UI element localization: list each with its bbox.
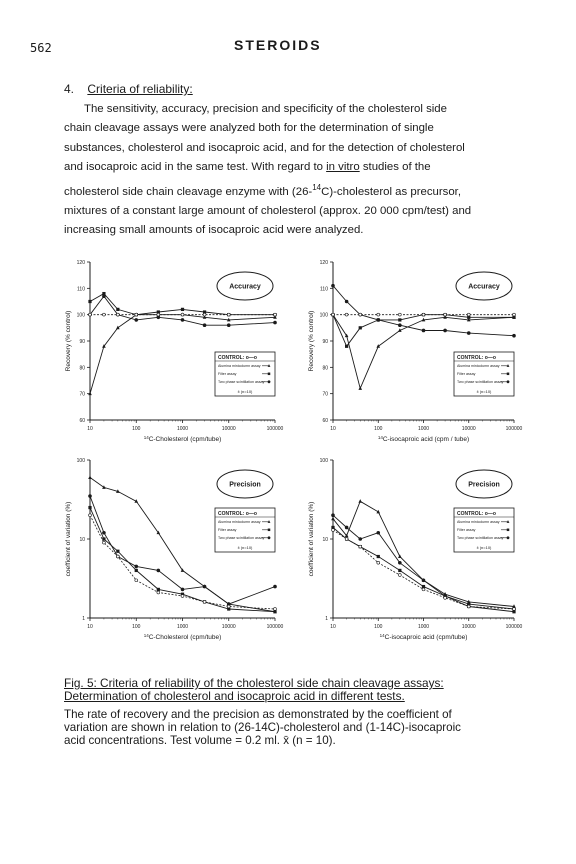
point-marker bbox=[398, 318, 401, 321]
point-marker bbox=[398, 313, 401, 316]
x-tick-label: 1000 bbox=[176, 624, 189, 630]
point-marker bbox=[88, 506, 91, 509]
point-marker bbox=[274, 608, 277, 611]
point-marker bbox=[422, 588, 425, 591]
point-marker bbox=[181, 313, 184, 316]
point-marker bbox=[507, 536, 510, 539]
point-marker bbox=[358, 499, 362, 503]
point-marker bbox=[102, 531, 106, 535]
point-marker bbox=[398, 574, 401, 577]
legend-n-note: x̄ (n=10) bbox=[237, 545, 253, 550]
point-marker bbox=[331, 284, 335, 288]
y-tick-label: 100 bbox=[76, 458, 85, 464]
point-marker bbox=[467, 331, 471, 335]
legend-item-label: Filter assay bbox=[218, 528, 237, 532]
point-marker bbox=[135, 313, 138, 316]
legend-title: CONTROL: o—o bbox=[218, 511, 257, 517]
series-control bbox=[89, 313, 277, 316]
y-tick-label: 10 bbox=[322, 537, 328, 543]
y-tick-label: 1 bbox=[82, 616, 85, 622]
x-tick-label: 10 bbox=[87, 624, 93, 630]
point-marker bbox=[181, 318, 185, 322]
x-tick-label: 100 bbox=[132, 426, 141, 432]
legend-item-label: Two phase scintillation assay bbox=[218, 536, 265, 540]
point-marker bbox=[273, 585, 277, 589]
badge-label: Precision bbox=[229, 481, 261, 489]
point-marker bbox=[377, 313, 380, 316]
point-marker bbox=[102, 294, 106, 298]
point-marker bbox=[227, 313, 230, 316]
point-marker bbox=[359, 313, 362, 316]
point-marker bbox=[359, 326, 362, 329]
point-marker bbox=[157, 588, 160, 591]
point-marker bbox=[398, 323, 402, 327]
caption-line: Determination of cholesterol and isocaproic acid in different tests. bbox=[64, 689, 405, 703]
x-tick-label: 10 bbox=[330, 624, 336, 630]
point-marker bbox=[135, 579, 138, 582]
point-marker bbox=[181, 588, 185, 592]
legend-item-label: Filter assay bbox=[457, 528, 476, 532]
legend bbox=[454, 508, 514, 552]
legend-item-label: Alumina minicolumn assay bbox=[218, 520, 261, 524]
legend-item-label: Two phase scintillation assay bbox=[457, 380, 504, 384]
caption-body-line: variation are shown in relation to (26-14C)-cholesterol and (1-14C)-isocaproic bbox=[64, 721, 461, 734]
y-tick-label: 60 bbox=[79, 418, 85, 424]
point-marker bbox=[422, 579, 426, 583]
y-tick-label: 80 bbox=[79, 365, 85, 372]
x-axis-label: $^{14}$C-isocaproic acid (cpm / tube) bbox=[377, 434, 470, 443]
x-tick-label: 10000 bbox=[221, 426, 236, 432]
point-marker bbox=[359, 545, 362, 548]
y-axis-label: Recovery (% control) bbox=[308, 310, 315, 372]
page-number: 562 bbox=[30, 41, 52, 55]
point-marker bbox=[345, 538, 348, 541]
point-marker bbox=[422, 329, 426, 333]
section-number: 4. bbox=[64, 82, 75, 96]
paragraph-line: mixtures of a constant large amount of cholesterol (approx. 20 000 cpm/test) and bbox=[64, 204, 472, 217]
legend-item-label: Filter assay bbox=[218, 372, 237, 376]
point-marker bbox=[377, 561, 380, 564]
y-tick-label: 110 bbox=[77, 286, 85, 293]
figure-caption-body bbox=[64, 708, 534, 747]
point-marker bbox=[88, 475, 92, 479]
chart-panel-top-left bbox=[65, 260, 284, 443]
text-run: studies of the bbox=[359, 161, 431, 174]
series-control bbox=[332, 313, 516, 316]
point-marker bbox=[102, 313, 105, 316]
point-marker bbox=[376, 531, 380, 535]
badge-label: Precision bbox=[468, 481, 500, 489]
legend-item-label: Two phase scintillation assay bbox=[457, 536, 504, 540]
paragraph-line: The sensitivity, accuracy, precision and specificity of the cholesterol side bbox=[84, 103, 447, 115]
text-run: and isocaproic acid in the same test. With regard to bbox=[64, 161, 327, 174]
paragraph-line: chain cleavage assays were analyzed both for the determination of single bbox=[64, 122, 434, 135]
x-tick-label: 10000 bbox=[221, 624, 236, 630]
point-marker bbox=[157, 591, 160, 594]
legend-title: CONTROL: o—o bbox=[218, 355, 257, 361]
y-axis-label: coefficient of variation (%) bbox=[308, 501, 315, 577]
x-tick-label: 100000 bbox=[505, 426, 523, 432]
point-marker bbox=[331, 513, 335, 517]
paragraph-line: increasing small amounts of isocaproic acid were analyzed. bbox=[64, 224, 364, 237]
point-marker bbox=[89, 514, 92, 517]
y-tick-label: 120 bbox=[319, 260, 328, 266]
x-tick-label: 100 bbox=[132, 624, 141, 630]
y-tick-label: 1 bbox=[325, 616, 328, 622]
x-tick-label: 1000 bbox=[417, 624, 430, 630]
point-marker bbox=[443, 329, 447, 333]
x-tick-label: 10 bbox=[330, 426, 336, 432]
x-tick-label: 100000 bbox=[266, 426, 284, 432]
point-marker bbox=[345, 300, 349, 304]
legend-item-label: Filter assay bbox=[457, 372, 476, 376]
point-marker bbox=[116, 326, 120, 330]
x-tick-label: 1000 bbox=[176, 426, 189, 432]
text-run: C)-cholesterol as precursor, bbox=[321, 185, 462, 198]
point-marker bbox=[157, 569, 161, 573]
point-marker bbox=[513, 608, 516, 611]
point-marker bbox=[512, 334, 516, 338]
caption-body-line: acid concentrations. Test volume = 0.2 ml. x̄ (n = 10). bbox=[64, 734, 336, 747]
point-marker bbox=[116, 550, 119, 553]
point-marker bbox=[268, 380, 271, 383]
point-marker bbox=[332, 313, 335, 316]
y-tick-label: 90 bbox=[79, 339, 85, 345]
y-tick-label: 100 bbox=[319, 458, 328, 464]
y-axis-label: Recovery (% control) bbox=[65, 310, 72, 372]
point-marker bbox=[102, 541, 105, 544]
point-marker bbox=[507, 373, 510, 376]
x-axis-label: $^{14}$C-Cholesterol (cpm/tube) bbox=[143, 434, 222, 443]
x-axis-label: $^{14}$C-isocaproic acid (cpm/tube) bbox=[379, 632, 468, 641]
point-marker bbox=[157, 313, 160, 316]
journal-name: STEROIDS bbox=[234, 37, 322, 53]
figure-caption bbox=[64, 677, 534, 703]
point-marker bbox=[116, 308, 119, 311]
y-tick-label: 80 bbox=[322, 365, 328, 372]
chart-panel-bottom-right bbox=[308, 458, 523, 641]
badge-label: Accuracy bbox=[229, 283, 261, 291]
point-marker bbox=[467, 605, 470, 608]
y-tick-label: 120 bbox=[76, 260, 85, 266]
y-tick-label: 60 bbox=[322, 418, 328, 424]
point-marker bbox=[268, 529, 271, 532]
point-marker bbox=[268, 373, 271, 376]
legend-item-label: Alumina minicolumn assay bbox=[218, 364, 261, 368]
point-marker bbox=[181, 595, 184, 598]
chart-panel-top-right bbox=[308, 260, 523, 443]
section-title: Criteria of reliability: bbox=[87, 82, 193, 96]
point-marker bbox=[376, 318, 380, 322]
legend-n-note: x̄ (n=10) bbox=[476, 389, 492, 394]
point-marker bbox=[444, 596, 447, 599]
badge-label: Accuracy bbox=[468, 283, 500, 291]
text-run: cholesterol side chain cleavage enzyme with (26- bbox=[64, 185, 313, 198]
emphasis-in-vitro: in vitro bbox=[326, 161, 360, 174]
x-tick-label: 100 bbox=[374, 426, 383, 432]
x-tick-label: 10 bbox=[87, 426, 93, 432]
y-tick-label: 110 bbox=[320, 286, 328, 293]
point-marker bbox=[398, 561, 402, 565]
point-marker bbox=[203, 323, 207, 327]
point-marker bbox=[203, 600, 206, 603]
y-axis-label: coefficient of variation (%) bbox=[65, 501, 72, 577]
point-marker bbox=[116, 313, 119, 316]
point-marker bbox=[268, 536, 271, 539]
legend-title: CONTROL: o—o bbox=[457, 511, 496, 517]
point-marker bbox=[377, 555, 380, 558]
legend-item-label: Two phase scintillation assay bbox=[218, 380, 265, 384]
point-marker bbox=[89, 313, 92, 316]
isotope-superscript: 14 bbox=[312, 182, 322, 192]
point-marker bbox=[135, 569, 138, 572]
paragraph-line: substances, cholesterol and isocaproic acid, and for the detection of cholesterol bbox=[64, 141, 465, 154]
point-marker bbox=[227, 605, 230, 608]
point-marker bbox=[227, 323, 231, 327]
point-marker bbox=[398, 569, 401, 572]
point-marker bbox=[134, 318, 138, 322]
x-tick-label: 100 bbox=[374, 624, 383, 630]
point-marker bbox=[88, 300, 91, 303]
legend bbox=[215, 508, 275, 552]
caption-body-line: The rate of recovery and the precision as demonstrated by the coefficient of bbox=[64, 708, 452, 721]
x-tick-label: 1000 bbox=[417, 426, 430, 432]
x-tick-label: 100000 bbox=[505, 624, 523, 630]
point-marker bbox=[116, 555, 119, 558]
legend bbox=[454, 352, 514, 396]
legend-item-label: Alumina minicolumn assay bbox=[457, 520, 500, 524]
point-marker bbox=[88, 494, 92, 498]
point-marker bbox=[422, 313, 425, 316]
x-axis-label: $^{14}$C-Cholesterol (cpm/tube) bbox=[143, 632, 222, 641]
x-tick-label: 10000 bbox=[461, 426, 476, 432]
y-tick-label: 90 bbox=[322, 339, 328, 345]
legend-item-label: Alumina minicolumn assay bbox=[457, 364, 500, 368]
point-marker bbox=[345, 345, 348, 348]
point-marker bbox=[332, 529, 335, 532]
x-tick-label: 100000 bbox=[266, 624, 284, 630]
y-tick-label: 10 bbox=[79, 537, 85, 543]
y-tick-label: 70 bbox=[322, 391, 328, 398]
chart-panel-bottom-left bbox=[65, 458, 284, 641]
point-marker bbox=[444, 313, 447, 316]
point-marker bbox=[358, 537, 362, 541]
point-marker bbox=[203, 585, 207, 589]
legend-n-note: x̄ (n=10) bbox=[237, 389, 253, 394]
point-marker bbox=[513, 313, 516, 316]
point-marker bbox=[181, 308, 184, 311]
y-tick-label: 100 bbox=[76, 312, 85, 319]
point-marker bbox=[203, 313, 206, 316]
point-marker bbox=[507, 380, 510, 383]
point-marker bbox=[274, 313, 277, 316]
point-marker bbox=[507, 529, 510, 532]
y-tick-label: 70 bbox=[79, 391, 85, 398]
point-marker bbox=[467, 313, 470, 316]
point-marker bbox=[273, 321, 277, 325]
point-marker bbox=[358, 386, 362, 390]
y-tick-label: 100 bbox=[319, 312, 328, 319]
point-marker bbox=[345, 313, 348, 316]
legend-title: CONTROL: o—o bbox=[457, 355, 496, 361]
legend bbox=[215, 352, 275, 396]
legend-n-note: x̄ (n=10) bbox=[476, 545, 492, 550]
x-tick-label: 10000 bbox=[461, 624, 476, 630]
point-marker bbox=[331, 517, 335, 521]
point-marker bbox=[134, 565, 138, 569]
caption-line: Fig. 5: Criteria of reliability of the cholesterol side chain cleavage assays: bbox=[64, 676, 444, 690]
point-marker bbox=[345, 526, 349, 530]
